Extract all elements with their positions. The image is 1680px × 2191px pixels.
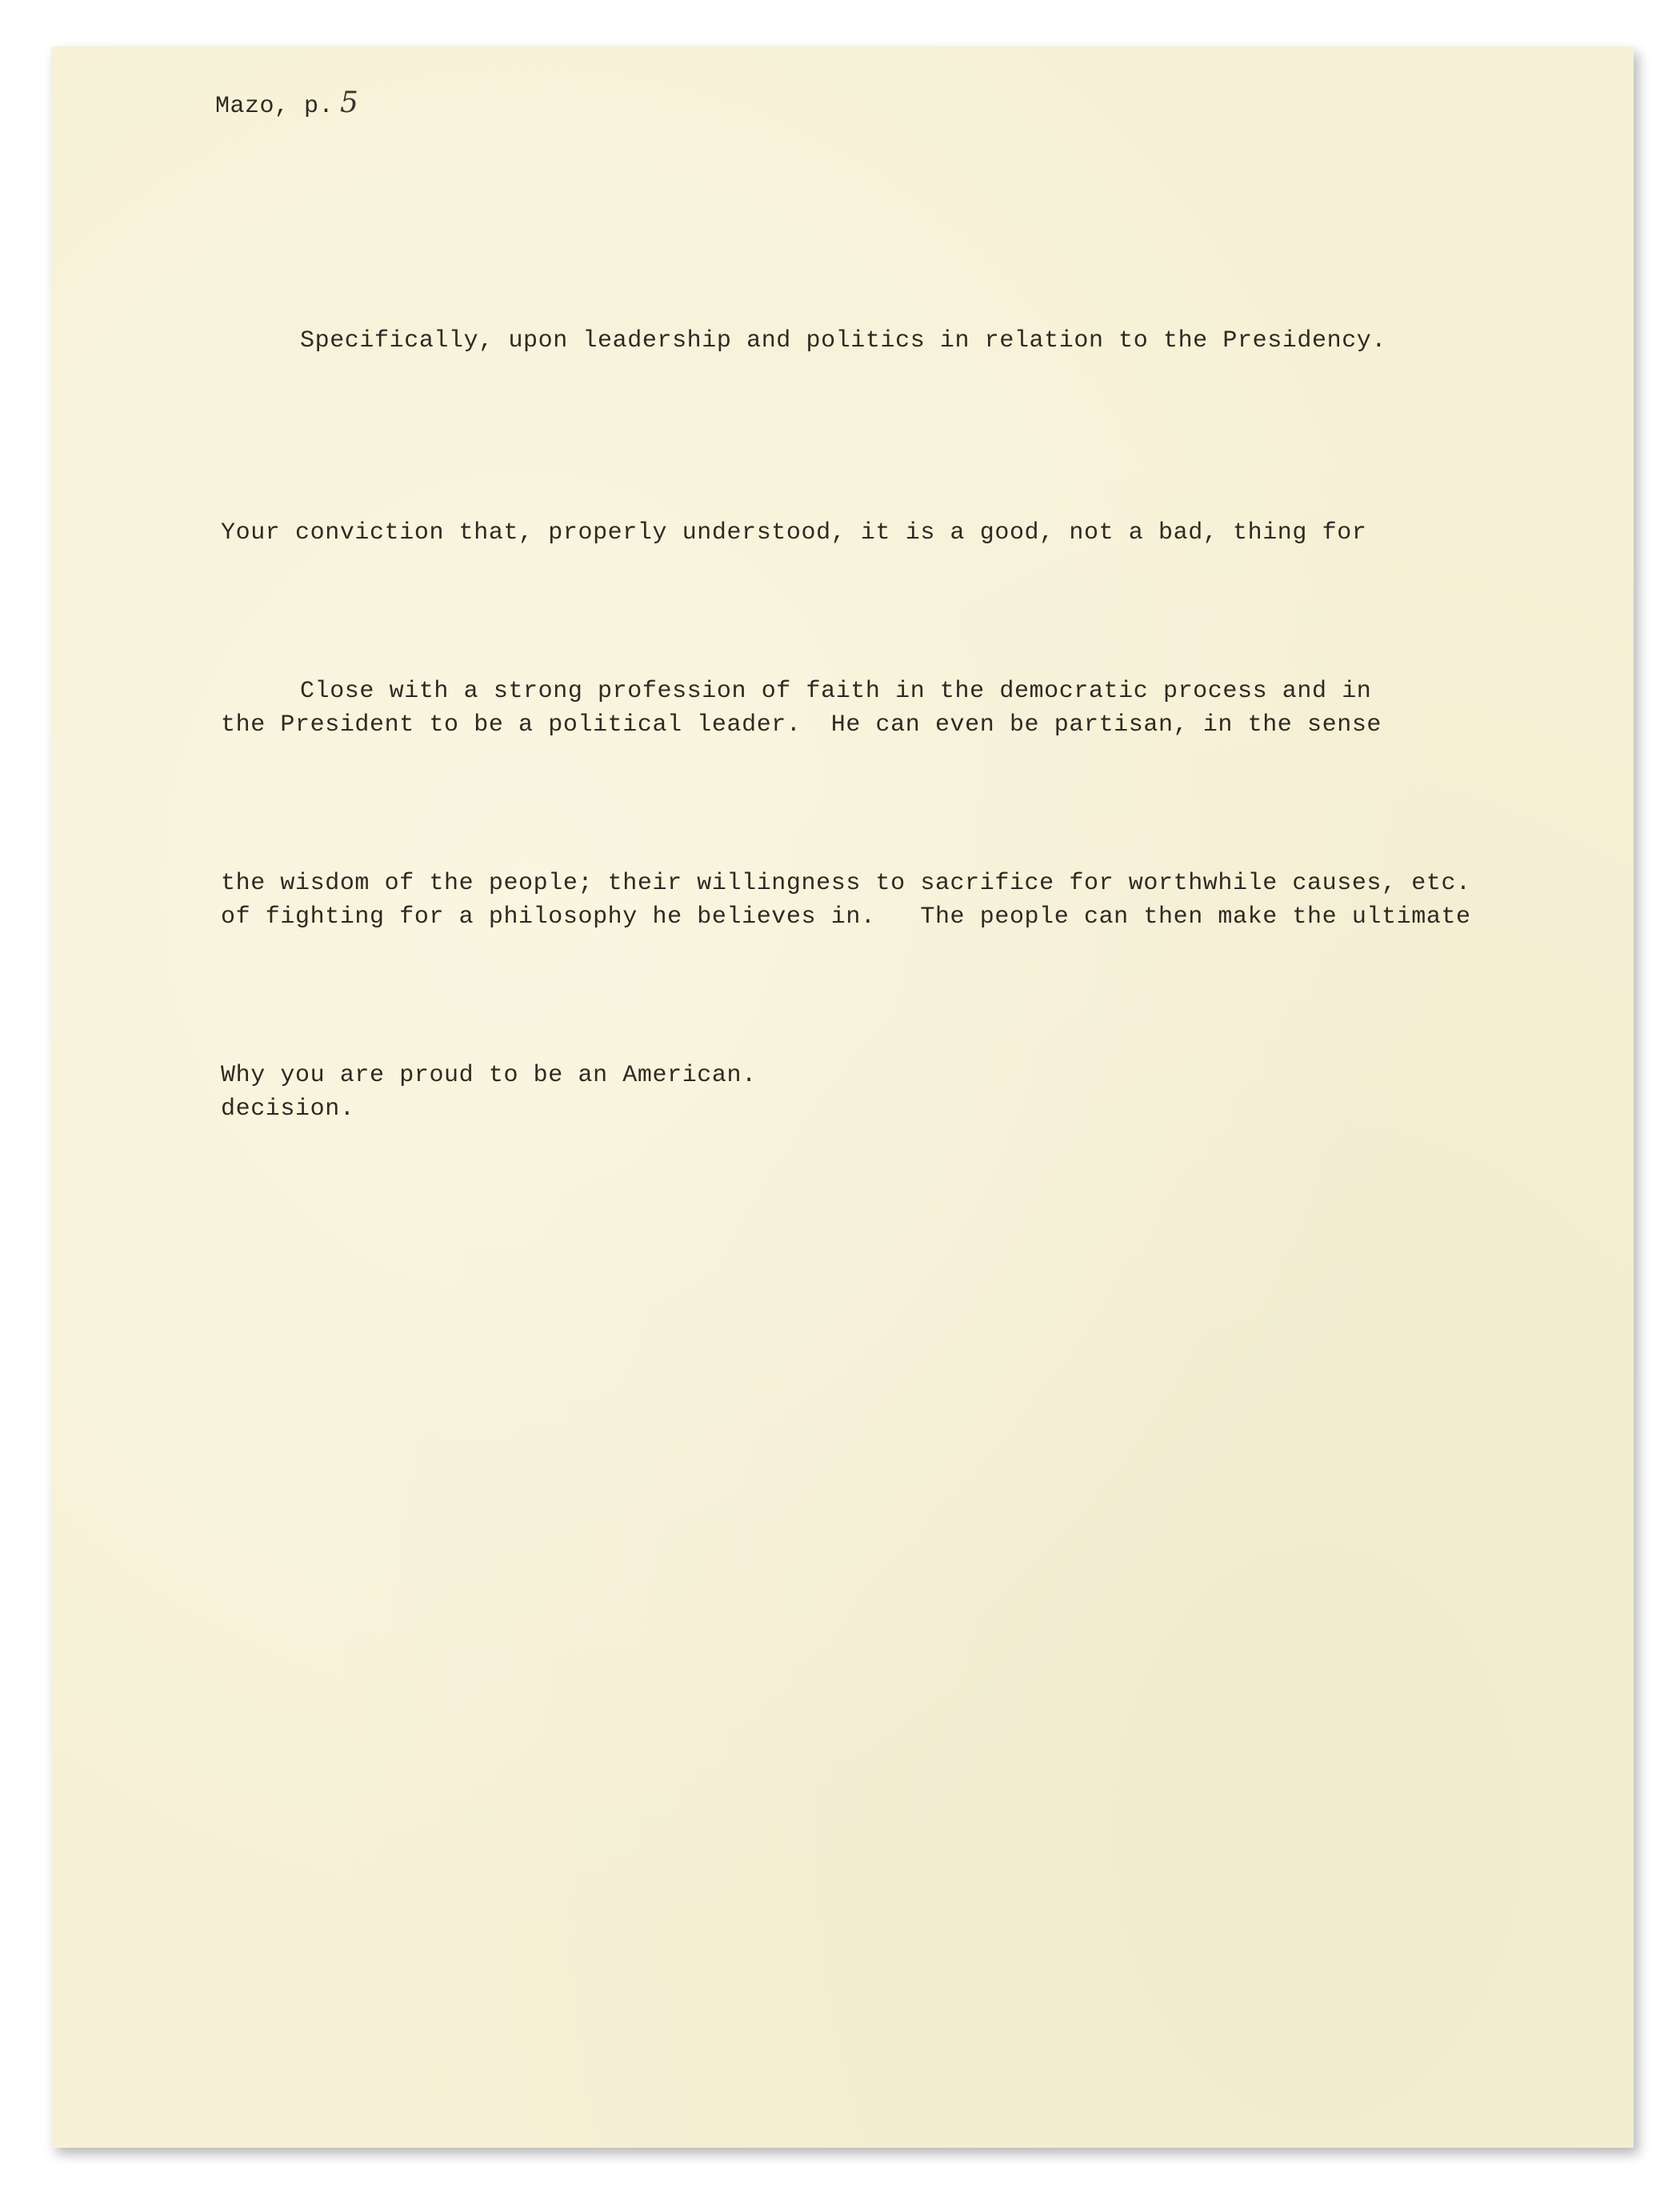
- paragraph-line: Why you are proud to be an American.: [221, 1062, 757, 1089]
- paragraph-line: Your conviction that, properly understood, it is a good, not a bad, thing for: [221, 519, 1367, 547]
- page-header: [215, 86, 358, 120]
- paragraph-line: the President to be a political leader. He can even be partisan, in the sense: [221, 711, 1382, 739]
- paragraph-closing: [221, 531, 1597, 1236]
- paragraph-line: decision.: [221, 1096, 355, 1123]
- document-page: [51, 46, 1634, 2148]
- page-number: 5: [340, 86, 359, 119]
- header-name: Mazo, p.: [215, 93, 334, 120]
- paragraph-line: of fighting for a philosophy he believes in. The people can then make the ultimate: [221, 903, 1471, 931]
- paragraph-line: Specifically, upon leadership and politics in relation to the Presidency.: [300, 327, 1387, 354]
- paragraph-line: the wisdom of the people; their willingness to sacrifice for worthwhile causes, etc.: [221, 870, 1471, 897]
- paragraph-line: Close with a strong profession of faith in the democratic process and in: [300, 678, 1372, 705]
